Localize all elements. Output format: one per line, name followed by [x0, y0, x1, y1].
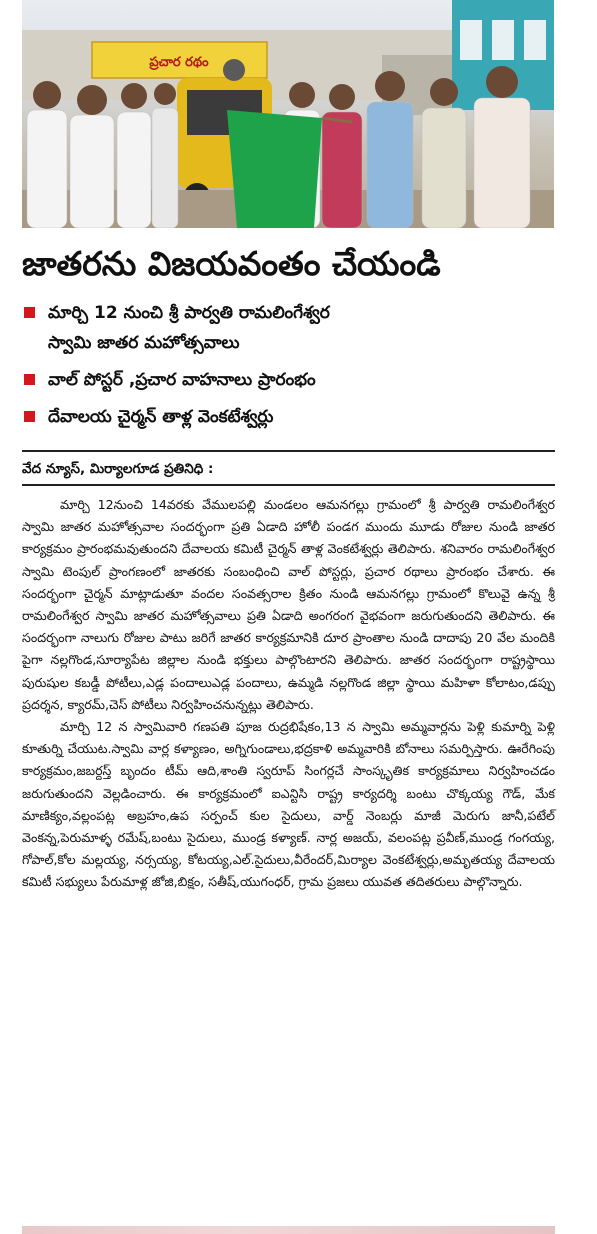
photo-illustration: [22, 0, 554, 228]
news-photo: [22, 0, 554, 228]
bullet-line: మార్చి 12 నుంచి శ్రీ పార్వతి రామలింగేశ్వర: [48, 303, 330, 323]
banner-text: ప్రచార రథం: [149, 55, 209, 70]
loudspeaker-shape: [223, 59, 245, 81]
bullet-list: [22, 298, 567, 439]
divider-rule-top: [22, 450, 555, 452]
bullet-item-1: [22, 298, 567, 358]
red-square-icon: [24, 411, 35, 422]
bullet-line: దేవాలయ చైర్మన్ తాళ్ల వెంకటేశ్వర్లు: [48, 407, 274, 427]
page-bottom-strip: [22, 1226, 555, 1234]
red-square-icon: [24, 374, 35, 385]
article-paragraph: మార్చి 12 న స్వామివారి గణపతి పూజ రుద్రభిషేకం,13 న స్వామి అమ్మవార్లను పెళ్లి కుమార్ని పెళ్లి కూతుర్ని చేయుట.స్వామి వార్ల కళ్యాణం, అగ్నిగుండాలు,భద్రకాళి అమ్మవారికి బోనాలు సమర్పిస్తారు. ఊరేగింపు కార్యక్రమం,జబర్దస్త్ బృందం టీమ్ ఆది,శాంతి స్వరూప్ సింగర్లచే సాంస్కృతిక కార్యక్రమాలు నిర్వహించడం జరుగుతుందని వెల్లడించారు. ఈ కార్యక్రమంలో ఐఎన్టిసి రాష్ట్ర కార్యదర్శి బంటు చొక్కయ్య గౌడ్, మేక మాణిక్యం,వల్లంపట్ల అబ్రహం,ఉప సర్పంచ్ కుల సైదులు, వార్డ్ నెంబర్లు మాజీ మెరుగు జానీ,పటేల్ వెంకన్న,పెరుమాళ్ళ రమేష్,బంటు సైదులు, ముండ్ర కళ్యాణ్. నార్ల అజయ్, వలంపట్ల ప్రవీణ్,ముండ్ర గంగయ్య, గోపాల్,కోల మల్లయ్య, నర్సయ్య, కోటయ్య,ఎల్.సైదులు,వీరేందర్,మిర్యాల వెంకటేశ్వర్లు,అమృతయ్య దేవాలయ కమిటీ సభ్యులు పేరుమాళ్ల జోజి,బిక్షం, సతీష్,యుగంధర్, గ్రామ ప్రజలు యువత తదితరులు పాల్గొన్నారు.: [22, 719, 555, 890]
red-square-icon: [24, 307, 35, 318]
bullet-line: స్వామి జాతర మహోత్సవాలు: [48, 333, 240, 353]
divider-rule-bottom: [22, 484, 555, 486]
article-paragraph: మార్చి 12నుంచి 14వరకు వేములపల్లి మండలం ఆమనగల్లు గ్రామంలో శ్రీ పార్వతి రామలింగేశ్వర స్వామి జాతర మహోత్సవాల సందర్భంగా ప్రతి ఏడాది హోలీ పండగ ముందు మూడు రోజుల నుండి జాతర కార్యక్రమం ప్రారంభమవుతుందని దేవాలయ కమిటీ చైర్మన్ తాళ్ల వెంకటేశ్వర్లు తెలిపారు. శనివారం రామలింగేశ్వర స్వామి టెంపుల్ ప్రాంగణంలో జాతరకు సంబంధించి వాల్ పోస్టర్లు, ప్రచార రథాలు ప్రారంభం చేశారు. ఈ సందర్భంగా చైర్మన్ మాట్లాడుతూ వందల సంవత్సరాల క్రితం నుండి ఆమనగల్లు గ్రామంలో కొలువై ఉన్న శ్రీ రామలింగేశ్వర స్వామి జాతర మహోత్సవాలు ప్రతి ఏడాది అంగరంగ వైభవంగా జరుగుతుందని తెలిపారు. ఈ సందర్భంగా నాలుగు రోజుల పాటు జరిగే జాతర కార్యక్రమానికి దూర ప్రాంతాల నుండి దాదాపు 20 వేల మందికి పైగా నల్లగొండ,సూర్యాపేట జిల్లాల నుండి భక్తులు పాల్గొంటారని తెలిపారు. జాతర సందర్భంగా రాష్ట్రస్థాయి పురుషుల కబడ్డీ పోటీలు,ఎడ్ల పందాలుఎడ్ల పందాలు, ఉమ్మడి నల్లగొండ జిల్లా స్థాయి మహిళా కోలాటం,డప్పు ప్రదర్శన, క్యారమ్,చెస్ పోటీలు నిర్వహించనున్నట్లు తెలిపారు.: [22, 497, 555, 712]
green-flag-shape: [227, 110, 322, 228]
byline: వేద న్యూస్, మిర్యాలగూడ ప్రతినిధి :: [22, 461, 214, 477]
bullet-item-2: [22, 365, 567, 395]
headline: జాతరను విజయవంతం చేయండి: [22, 244, 441, 283]
bullet-item-3: [22, 402, 567, 432]
bullet-line: వాల్ పోస్టర్ ,ప్రచార వాహనాలు ప్రారంభం: [48, 370, 316, 390]
article-body: [22, 494, 555, 894]
